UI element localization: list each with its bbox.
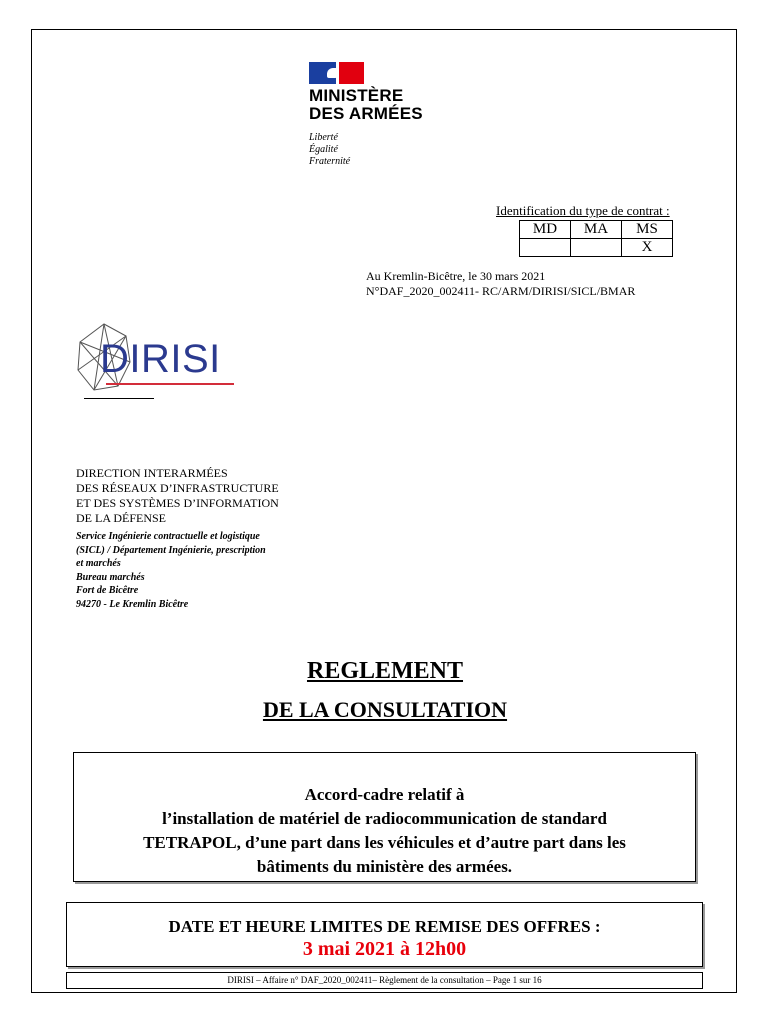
contract-type-table — [519, 220, 673, 257]
place-date: Au Kremlin-Bicêtre, le 30 mars 2021 — [366, 269, 546, 283]
deadline-label: DATE ET HEURE LIMITES DE REMISE DES OFFRES : — [168, 917, 601, 936]
deadline-value: 3 mai 2021 à 12h00 — [302, 938, 467, 960]
reference-number: N°DAF_2020_002411- RC/ARM/DIRISI/SICL/BMAR — [366, 284, 636, 298]
service-line: (SICL) / Département Ingénierie, prescription — [76, 544, 266, 556]
motto-liberte: Liberté — [309, 132, 338, 143]
service-line: 94270 - Le Kremlin Bicêtre — [76, 598, 189, 610]
subject-line: l’installation de matériel de radiocommunication de standard — [162, 809, 607, 828]
motto-egalite: Égalité — [309, 144, 338, 155]
contract-col-ms: MS — [622, 221, 673, 239]
service-line: Bureau marchés — [76, 571, 145, 583]
subject-line: TETRAPOL, d’une part dans les véhicules et d’autre part dans les — [143, 833, 626, 852]
document-title-line-2: DE LA CONSULTATION — [262, 697, 508, 722]
marianne-logo — [309, 62, 364, 84]
service-line: Fort de Bicêtre — [76, 585, 139, 596]
ministry-line-2: DES ARMÉES — [309, 104, 423, 123]
service-block — [76, 530, 336, 611]
ministry-name — [309, 87, 423, 123]
dirisi-logo-text: DIRISI — [100, 337, 221, 381]
service-line: et marchés — [76, 558, 121, 569]
subject-box — [73, 752, 696, 882]
page-footer: DIRISI – Affaire n° DAF_2020_002411– Règlement de la consultation – Page 1 sur 16 — [66, 972, 703, 989]
direction-line: DIRECTION INTERARMÉES — [76, 466, 228, 480]
contract-mark-ma — [571, 239, 622, 257]
direction-line: DE LA DÉFENSE — [76, 511, 166, 525]
ministry-line-1: MINISTÈRE — [309, 86, 404, 105]
subject-line: Accord-cadre relatif à — [304, 785, 465, 804]
contract-mark-md — [520, 239, 571, 257]
place-date-block — [366, 269, 635, 299]
document-title-line-1: REGLEMENT — [306, 658, 464, 684]
logo-divider — [84, 398, 154, 399]
dirisi-logo-underline — [106, 383, 234, 385]
contract-mark-ms: X — [622, 239, 673, 257]
service-line: Service Ingénierie contractuelle et logistique — [76, 531, 260, 542]
direction-block — [76, 466, 279, 526]
subject-line: bâtiments du ministère des armées. — [256, 857, 513, 876]
republic-motto — [309, 132, 350, 168]
deadline-box — [66, 902, 703, 967]
contract-col-ma: MA — [571, 221, 622, 239]
direction-line: ET DES SYSTÈMES D’INFORMATION — [76, 496, 279, 510]
direction-line: DES RÉSEAUX D’INFRASTRUCTURE — [76, 481, 279, 495]
motto-fraternite: Fraternité — [309, 156, 351, 167]
contract-type-label: Identification du type de contrat : — [496, 203, 670, 218]
contract-col-md: MD — [520, 221, 571, 239]
